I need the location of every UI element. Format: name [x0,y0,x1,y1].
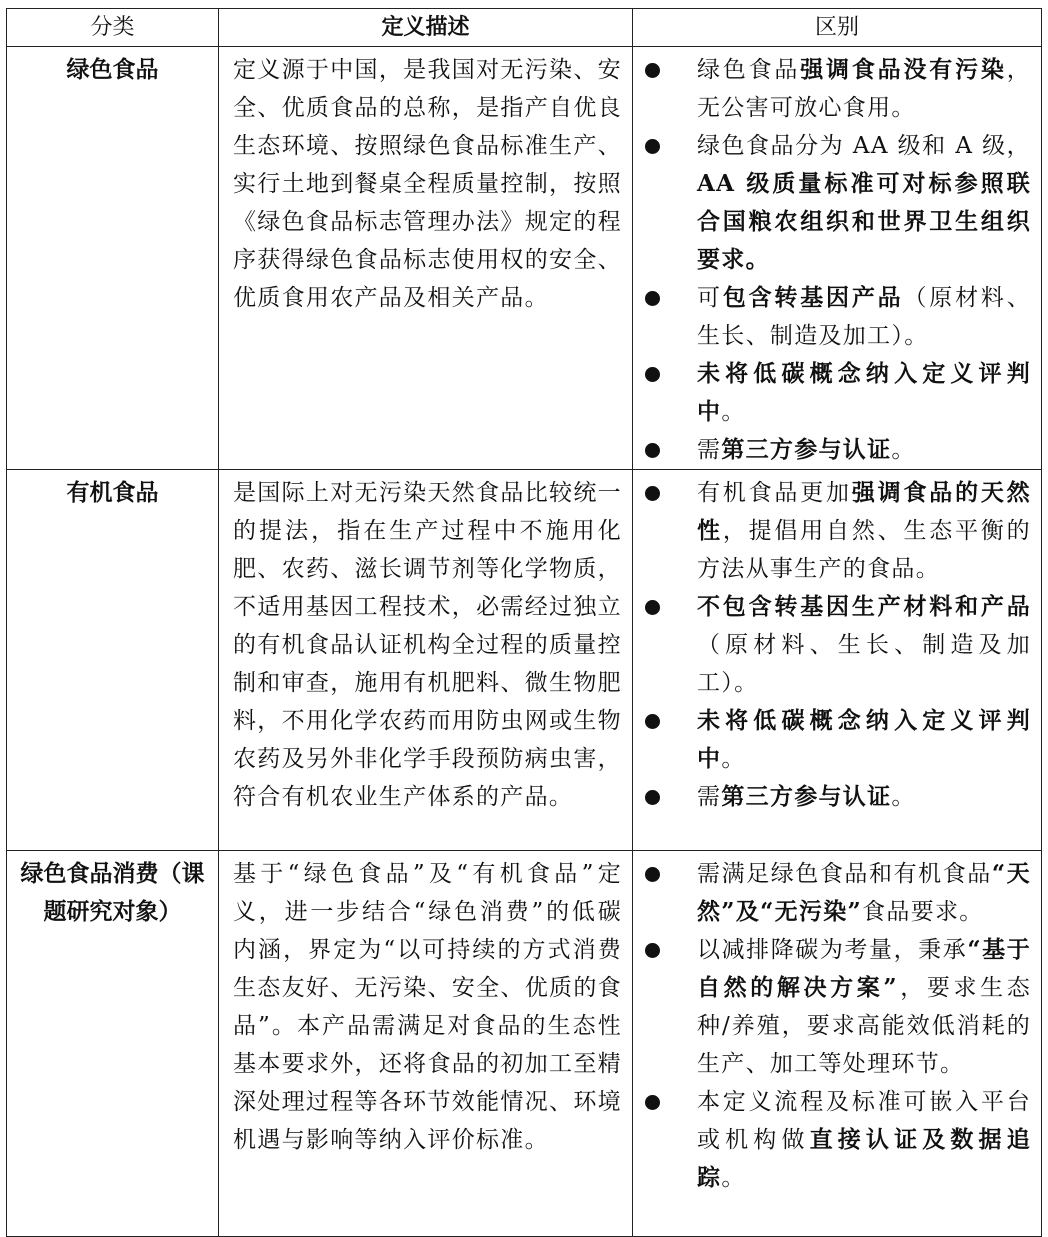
text-run: 。 [891,784,916,810]
definition-cell: 定义源于中国，是我国对无污染、安全、优质食品的总称，是指产自优良生态环境、按照绿色食品标准生产、实行土地到餐桌全程质量控制，按照《绿色食品标志管理办法》规定的程序获得绿色食品标志使用权的安全、优质食用农产品及相关产品。 [219,47,633,470]
bullet-dot-icon [645,714,660,729]
text-run: （原材料、生长、制造及加工）。 [697,632,1031,696]
header-category: 分类 [7,9,219,47]
text-run: ，提倡用自然、生态平衡的方法从事生产的食品。 [697,518,1031,582]
category-cell: 绿色食品 [7,47,219,470]
text-run: 本定义流程及标准可嵌入平台或机构做 [697,1089,1031,1153]
bullet-dot-icon [645,943,660,958]
bullet-dot-icon [645,1095,660,1110]
definition-cell: 是国际上对无污染天然食品比较统一的提法，指在生产过程中不施用化肥、农药、滋长调节剂等化学物质，不适用基因工程技术，必需经过独立的有机食品认证机构全过程的质量控制和审查，施用有机肥料、微生物肥料，不用化学农药而用防虫网或生物农药及另外非化学手段预防病虫害，符合有机农业生产体系的产品。 [219,470,633,851]
text-run: 绿色食品 [697,57,801,83]
bullet-dot-icon [645,486,660,501]
difference-cell [633,851,1042,1237]
text-run: ，无公害可放心食用。 [697,57,1031,121]
difference-bullet-item [633,51,1031,127]
difference-list [633,51,1031,469]
bold-text-run: 不包含转基因生产材料和产品 [697,593,1031,620]
text-run: （原材料、生长、制造及加工）。 [697,285,1031,349]
text-run: 。 [721,746,746,772]
difference-bullet-item [633,431,1031,469]
difference-bullet-item [633,702,1031,778]
text-run: 需 [697,437,722,463]
table-row [7,47,1042,470]
table-row [7,851,1042,1237]
bold-text-run: 未将低碳概念纳入定义评判中 [697,360,1031,425]
difference-bullet-item [633,474,1031,588]
text-run: 。 [891,437,916,463]
text-run: 。 [721,1165,746,1191]
text-run: 食品要求。 [862,899,984,925]
text-run: 需 [697,784,722,810]
difference-bullet-item [633,279,1031,355]
difference-bullet-item [633,355,1031,431]
bold-text-run: 第三方参与认证 [721,436,892,463]
text-run: 以减排降碳为考量，秉承 [697,937,968,963]
difference-cell [633,470,1042,851]
bold-text-run: 强调食品的天然性 [697,479,1031,544]
category-cell: 有机食品 [7,470,219,851]
bullet-dot-icon [645,600,660,615]
difference-bullet-item [633,931,1031,1083]
bullet-dot-icon [645,63,660,78]
difference-list [633,855,1031,1197]
bullet-dot-icon [645,367,660,382]
bullet-dot-icon [645,443,660,458]
text-run: 绿色食品分为 AA 级和 A 级， [697,133,1031,159]
bold-text-run: 包含转基因产品 [722,284,904,311]
category-cell: 绿色食品消费（课题研究对象） [7,851,219,1237]
bold-text-run: AA 级质量标准可对标参照联合国粮农组织和世界卫生组织要求。 [697,170,1031,273]
difference-bullet-item [633,127,1031,279]
difference-bullet-item [633,1083,1031,1197]
bold-text-run: 强调食品没有污染 [800,56,1007,83]
text-run: 需满足绿色食品和有机食品 [697,861,992,887]
bullet-dot-icon [645,790,660,805]
bold-text-run: 直接认证及数据追踪 [697,1126,1032,1191]
bullet-dot-icon [645,291,660,306]
difference-bullet-item [633,855,1031,931]
text-run: 。 [721,399,746,425]
bullet-dot-icon [645,867,660,882]
table-row [7,470,1042,851]
bold-text-run: “基于自然的解决方案” [697,936,1031,1001]
bullet-dot-icon [645,139,660,154]
difference-list [633,474,1031,816]
definition-cell: 基于“绿色食品”及“有机食品”定义，进一步结合“绿色消费”的低碳内涵，界定为“以可持续的方式消费生态友好、无污染、安全、优质的食品”。本产品需满足对食品的生态性基本要求外，还将食品的初加工至精深处理过程等各环节效能情况、环境机遇与影响等纳入评价标准。 [219,851,633,1237]
text-run: 有机食品更加 [697,480,852,506]
header-row [7,9,1042,47]
header-definition: 定义描述 [219,9,633,47]
bold-text-run: 第三方参与认证 [721,783,892,810]
text-run: 可 [697,285,723,311]
bold-text-run: “天然”及“无污染” [697,860,1031,925]
bold-text-run: 未将低碳概念纳入定义评判中 [697,707,1031,772]
difference-bullet-item [633,588,1031,702]
text-run: ，要求生态种/养殖，要求高能效低消耗的生产、加工等处理环节。 [697,975,1031,1077]
difference-bullet-item [633,778,1031,816]
header-difference: 区别 [633,9,1042,47]
classification-table [6,8,1042,1237]
difference-cell [633,47,1042,470]
